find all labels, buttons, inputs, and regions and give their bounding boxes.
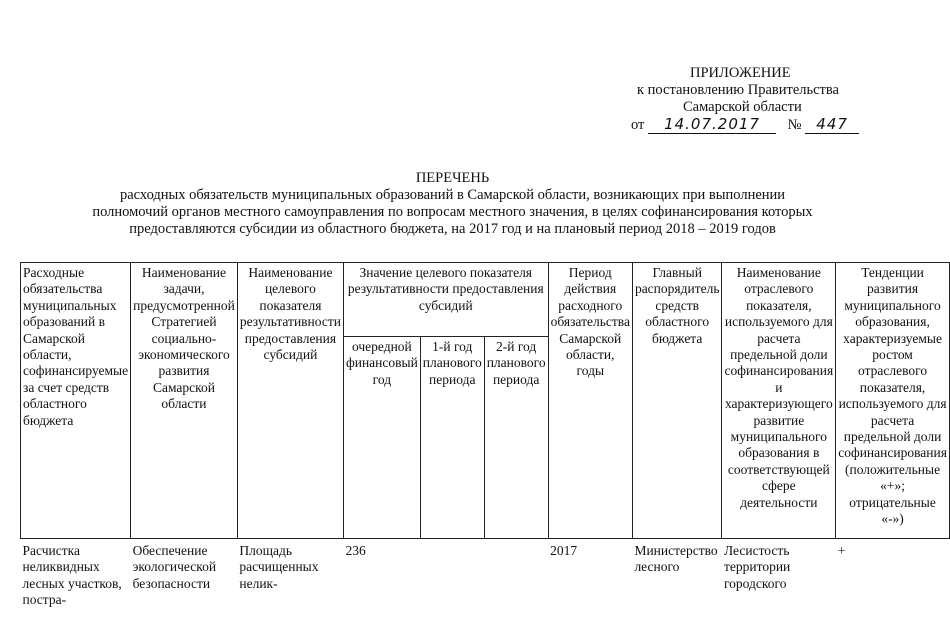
header-obligation-period: Период действия расходного обязательства Самарской области, годы bbox=[548, 263, 632, 539]
header-strategy-task: Наименование задачи, предусмотренной Стратегией социально-экономического развития Самарской области bbox=[131, 263, 238, 539]
row-expense-obligation: Расчистка неликвидных лесных участков, постра- bbox=[22, 543, 122, 608]
document-subtitle-line2: полномочий органов местного самоуправления по вопросам местного значения, в целях софинансирования которых bbox=[92, 204, 813, 220]
header-development-trend: Тенденции развития муниципального образования, характеризуемые ростом отраслевого показателя, используемого для расчета предельной доли софинансирования (положительные «+»; отрицательные «-») bbox=[836, 263, 950, 539]
row-planning-year-2-value bbox=[484, 539, 548, 609]
handwritten-number: 447 bbox=[805, 116, 859, 134]
header-planning-year-2: 2-й год планового периода bbox=[484, 337, 548, 539]
from-label: от bbox=[631, 117, 645, 133]
row-current-year-value: 236 bbox=[345, 543, 366, 558]
row-sector-indicator: Лесистость территории городского bbox=[723, 543, 791, 591]
obligations-table bbox=[20, 262, 950, 609]
row-target-indicator: Площадь расчищенных нелик- bbox=[239, 543, 319, 591]
row-development-trend: + bbox=[837, 543, 846, 558]
document-subtitle-line3: предоставляются субсидии из областного бюджета, на 2017 год и на плановый период 2018 – 2019 годов bbox=[129, 221, 776, 237]
appendix-title: ПРИЛОЖЕНИЕ bbox=[690, 65, 791, 81]
row-obligation-period: 2017 bbox=[550, 543, 578, 558]
header-budget-manager: Главный распорядитель средств областного бюджета bbox=[632, 263, 722, 539]
header-planning-year-1: 1-й год планового периода bbox=[420, 337, 484, 539]
table-row bbox=[21, 539, 950, 609]
appendix-date-line bbox=[631, 116, 859, 134]
header-sector-indicator: Наименование отраслевого показателя, используемого для расчета предельной доли софинансирования и характеризующего развитие муниципального образования в соответствующей сфере деятельности bbox=[722, 263, 836, 539]
header-indicator-value: Значение целевого показателя результативности предоставления субсидий bbox=[343, 263, 548, 337]
header-expense-obligations: Расходные обязательства муниципальных образований в Самарской области, софинансируемые за счет средств областного бюджета bbox=[21, 263, 131, 539]
document-title: ПЕРЕЧЕНЬ bbox=[415, 170, 490, 186]
row-planning-year-1-value bbox=[420, 539, 484, 609]
handwritten-date: 14.07.2017 bbox=[648, 116, 776, 134]
row-budget-manager: Министерство лесного bbox=[634, 543, 718, 575]
row-strategy-task: Обеспечение экологической безопасности bbox=[132, 543, 217, 591]
header-target-indicator: Наименование целевого показателя результативности предоставления субсидий bbox=[237, 263, 343, 539]
header-current-year: очередной финансовый год bbox=[343, 337, 420, 539]
document-subtitle-line1: расходных обязательств муниципальных образований в Самарской области, возникающих при выполнении bbox=[119, 187, 786, 203]
appendix-line1: к постановлению Правительства bbox=[637, 82, 839, 98]
number-sign: № bbox=[787, 117, 802, 133]
appendix-line2: Самарской области bbox=[683, 99, 802, 115]
